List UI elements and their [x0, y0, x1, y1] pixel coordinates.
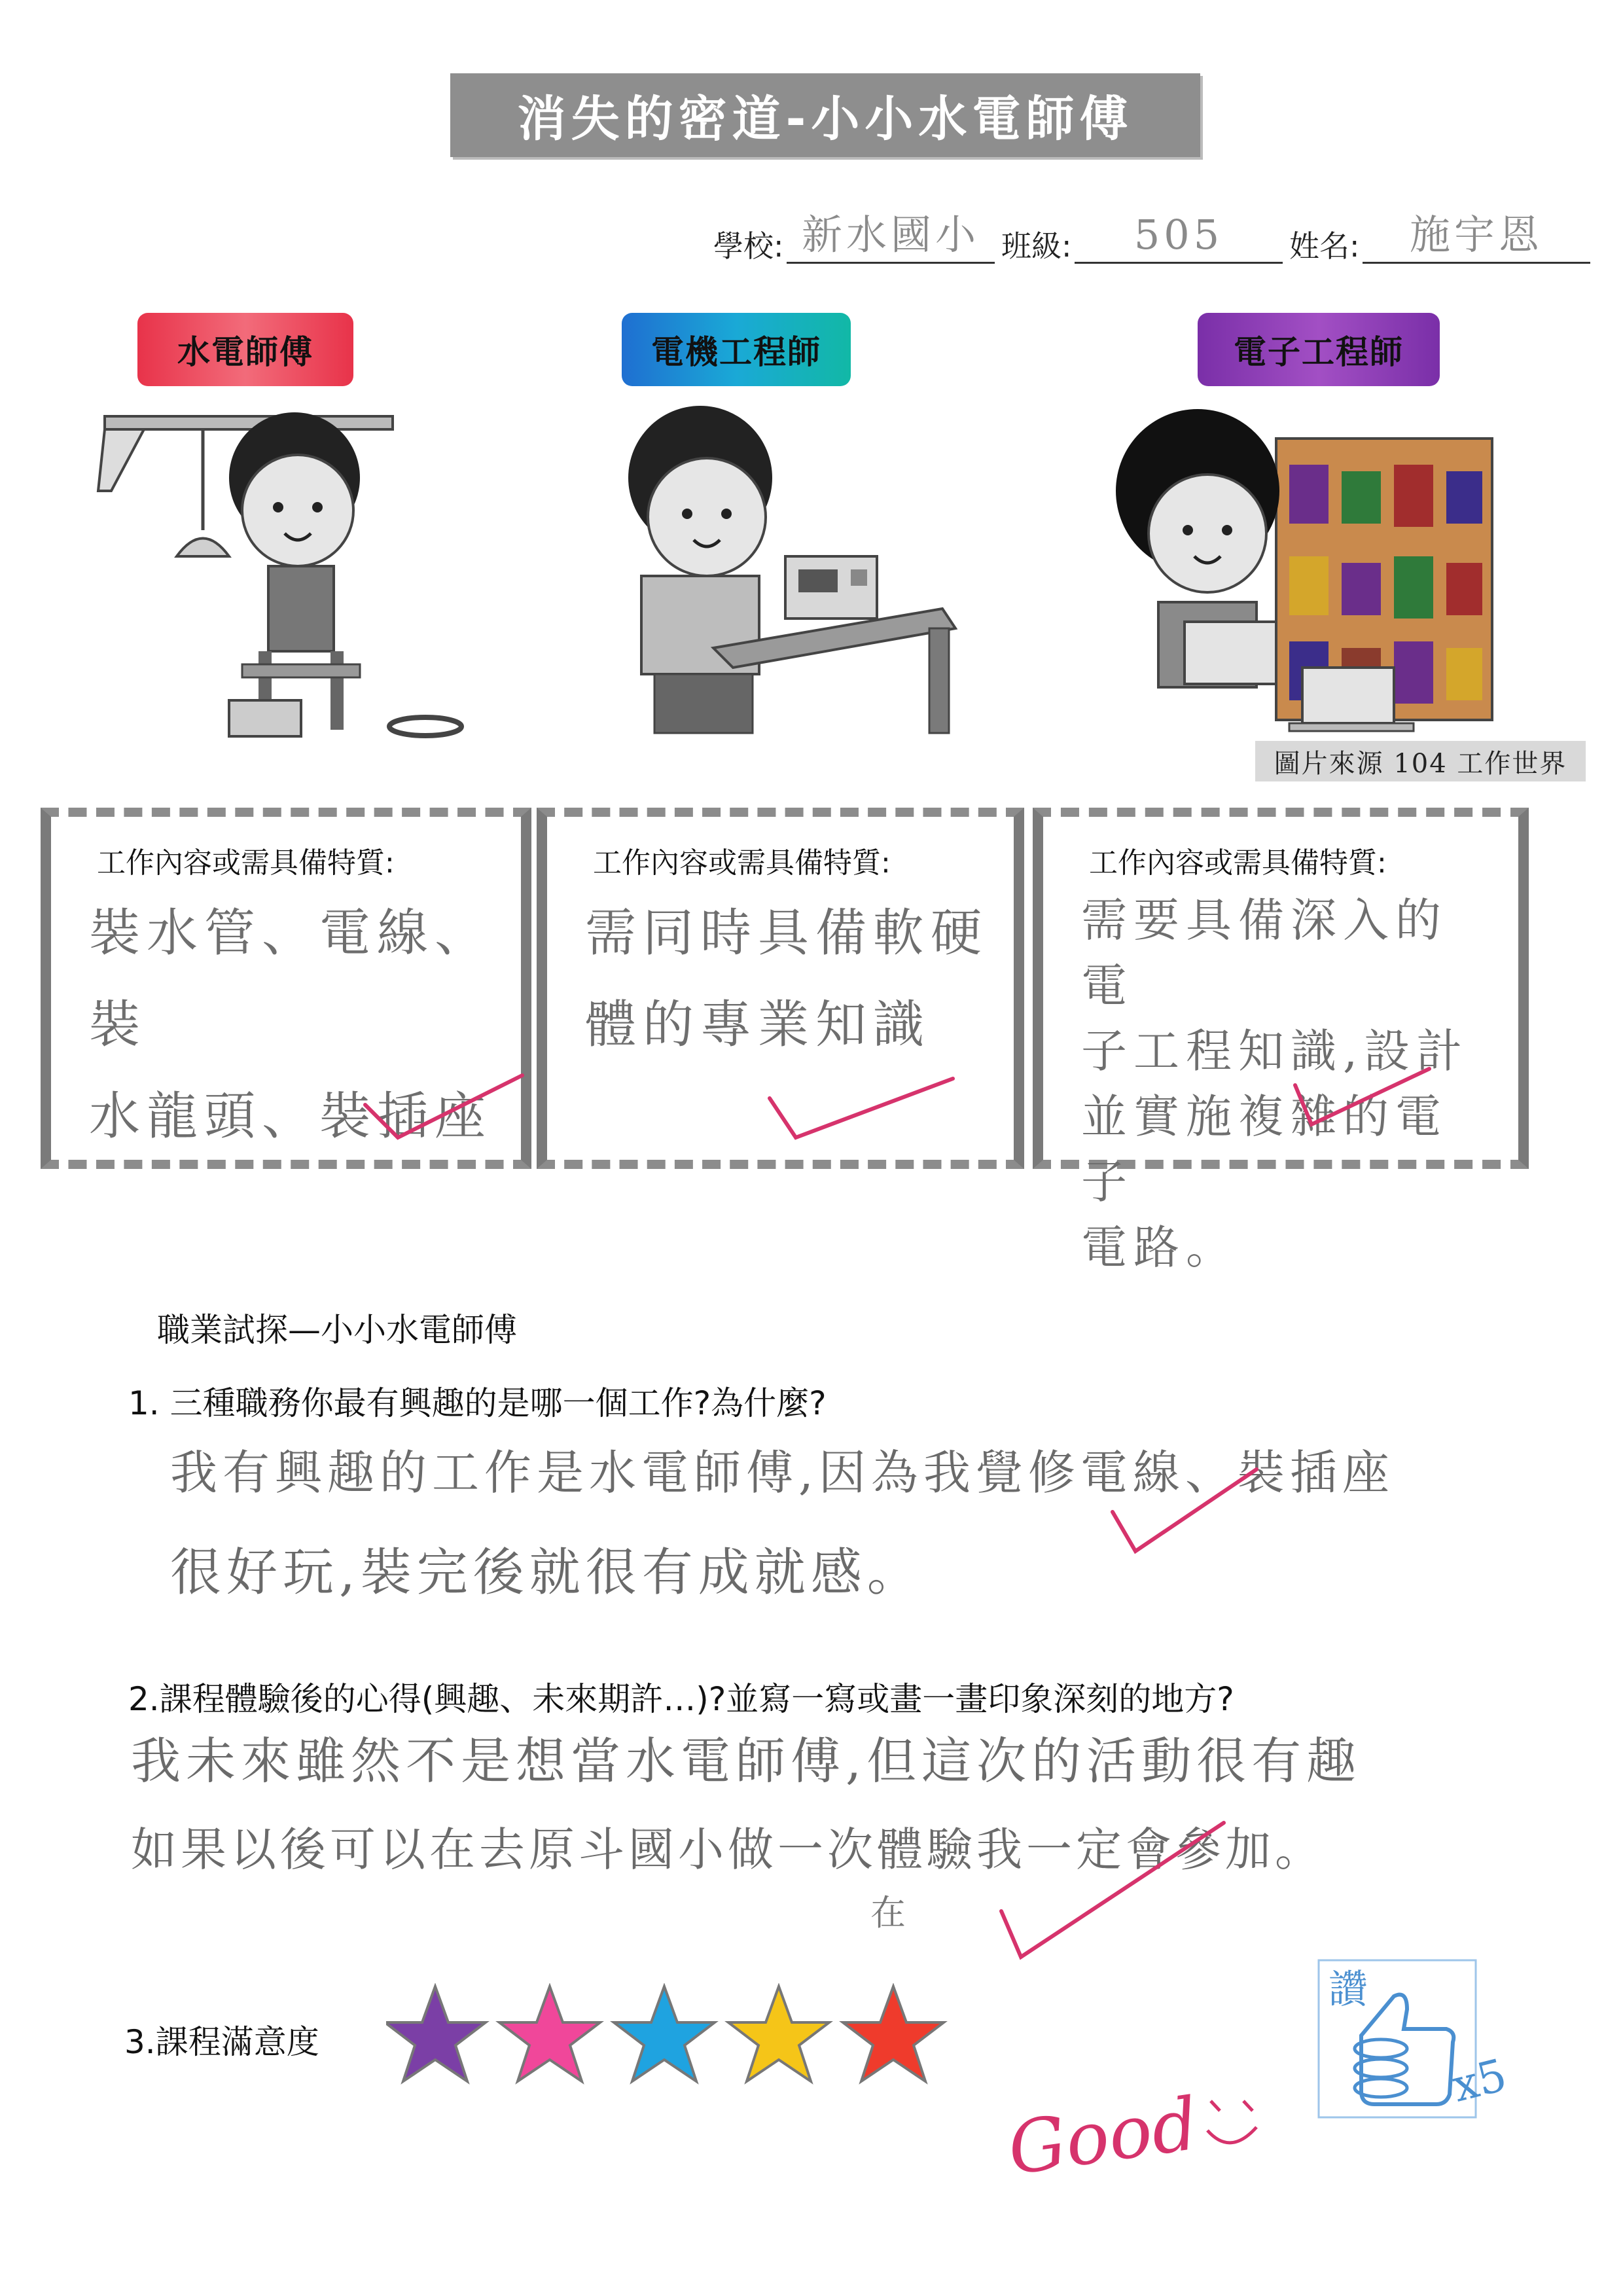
name-label: 姓名:: [1289, 228, 1360, 264]
answer-line: 電路。: [1081, 1221, 1238, 1274]
answer-2-insertion: 在: [870, 1892, 911, 1933]
satisfaction-label: 3.課程滿意度: [124, 2023, 319, 2061]
star-rating[interactable]: [386, 1983, 962, 2094]
box-label: 工作內容或需具備特質:: [97, 846, 395, 880]
check-mark-icon: [763, 1066, 959, 1144]
thumbs-up-stamp-icon: [1315, 1957, 1479, 2121]
electrical-engineer-illustration: [563, 393, 969, 746]
page-title: 消失的密道-小小水電師傅: [450, 73, 1200, 157]
plumber-illustration: [92, 393, 497, 746]
question-1: 1. 三種職務你最有興趣的是哪一個工作?為什麼?: [128, 1384, 827, 1422]
name-field[interactable]: 施宇恩: [1363, 208, 1590, 264]
answer-line: 裝水管、電線、裝: [89, 904, 493, 1054]
answer-1-line-1[interactable]: 我有興趣的工作是水電師傅,因為我覺修電線、裝插座: [170, 1445, 1395, 1500]
job-box-electronics-engineer: [1033, 808, 1529, 1274]
answer-2-line-1[interactable]: 我未來雖然不是想當水電師傅,但這次的活動很有趣: [131, 1732, 1362, 1790]
job-tag-electrical-engineer: 電機工程師: [622, 313, 851, 386]
school-label: 學校:: [713, 228, 784, 264]
box-label: 工作內容或需具備特質:: [593, 846, 891, 880]
teacher-comment: Good: [1003, 2081, 1204, 2191]
stamp-text: 讚: [1329, 1967, 1368, 2013]
star-icon[interactable]: [728, 1986, 829, 2081]
check-mark-icon: [359, 1066, 529, 1144]
smiley-icon: [1198, 2091, 1270, 2163]
star-icon[interactable]: [386, 1986, 486, 2081]
star-icon[interactable]: [843, 1986, 944, 2081]
answer-line: 並實施複雜的電子: [1081, 1090, 1448, 1209]
answer-line: 水龍頭、裝插座: [89, 1087, 493, 1146]
answer-line: 體的專業知識: [585, 996, 931, 1054]
answer-1-line-2[interactable]: 很好玩,裝完後就很有成就感。: [170, 1543, 923, 1602]
class-label: 班級:: [1001, 228, 1072, 264]
survey-heading: 職業試探—小小水電師傅: [157, 1311, 517, 1349]
electronics-engineer-illustration: [1093, 393, 1590, 746]
job-box-plumber: [41, 808, 531, 1169]
star-icon[interactable]: [499, 1986, 600, 2081]
job-box-electrical-engineer: [537, 808, 1024, 1169]
answer-line: 需要具備深入的電: [1081, 893, 1448, 1013]
student-info-row: [713, 208, 1590, 267]
image-credit: 圖片來源 104 工作世界: [1255, 741, 1586, 781]
job-tag-plumber: 水電師傅: [137, 313, 353, 386]
answer-line: 需同時具備軟硬: [585, 904, 989, 963]
check-mark-icon: [1099, 1460, 1270, 1558]
class-field[interactable]: 505: [1075, 208, 1283, 264]
answer-2-line-2[interactable]: 如果以後可以在去原斗國小做一次體驗我一定會參加。: [131, 1823, 1325, 1876]
school-field[interactable]: 新水國小: [787, 208, 995, 264]
box-label: 工作內容或需具備特質:: [1089, 846, 1387, 880]
job-tag-electronics-engineer: 電子工程師: [1198, 313, 1440, 386]
score-multiplier: x5: [1447, 2049, 1512, 2113]
question-2: 2.課程體驗後的心得(興趣、未來期許…)?並寫一寫或畫一畫印象深刻的地方?: [128, 1680, 1234, 1718]
star-icon[interactable]: [614, 1986, 715, 2081]
check-mark-icon: [1285, 1059, 1436, 1131]
box-answer[interactable]: [585, 888, 994, 1071]
answer-line: 子工程知識,設計: [1081, 1024, 1469, 1078]
check-mark-icon: [988, 1813, 1237, 1964]
